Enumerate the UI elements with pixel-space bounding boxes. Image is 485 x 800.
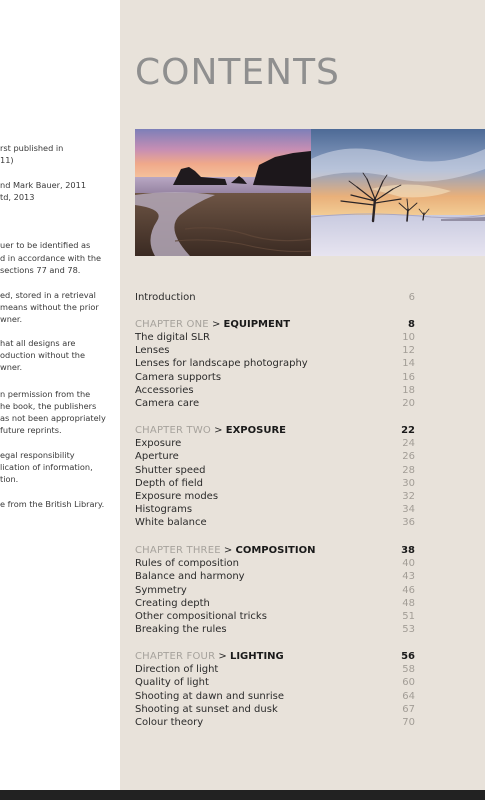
chapter-title: EQUIPMENT <box>223 319 291 330</box>
toc-entry[interactable] <box>135 690 415 703</box>
toc-entry[interactable] <box>135 584 415 597</box>
toc-page-number: 48 <box>402 598 415 609</box>
chapter-label: CHAPTER THREE <box>135 545 221 556</box>
toc-entry-label: Lenses <box>135 345 170 356</box>
toc-entry-label: Exposure modes <box>135 491 219 502</box>
toc-page-number: 18 <box>402 385 415 396</box>
toc-entry[interactable] <box>135 623 415 636</box>
toc-entry[interactable] <box>135 384 415 397</box>
toc-entry[interactable] <box>135 516 415 529</box>
chapter-title: COMPOSITION <box>235 545 316 556</box>
toc-entry[interactable] <box>135 610 415 623</box>
toc-entry-label: Colour theory <box>135 717 204 728</box>
bottom-bar <box>0 790 485 800</box>
toc-entry[interactable] <box>135 357 415 370</box>
toc-page-number: 34 <box>402 504 415 515</box>
toc-entry-label: White balance <box>135 517 207 528</box>
chapter-heading[interactable]: CHAPTER FOUR > LIGHTING 56 <box>135 651 415 662</box>
chapter-page-number: 38 <box>401 545 415 556</box>
toc-entry-label: Symmetry <box>135 585 187 596</box>
copyright-line: n permission from the <box>0 389 91 399</box>
toc-page-number: 46 <box>402 585 415 596</box>
toc-page-number: 43 <box>402 571 415 582</box>
toc-entry-label: Aperture <box>135 451 179 462</box>
toc-entry[interactable] <box>135 397 415 410</box>
chapter-label: CHAPTER ONE <box>135 319 209 330</box>
toc-entry-label: Shooting at dawn and sunrise <box>135 691 285 702</box>
chapter-label: CHAPTER FOUR <box>135 651 216 662</box>
toc-entry-label: Lenses for landscape photography <box>135 358 308 369</box>
toc-page-number: 53 <box>402 624 415 635</box>
toc-entry[interactable] <box>135 716 415 729</box>
toc-entry-label: Depth of field <box>135 478 204 489</box>
toc-entry-label: Creating depth <box>135 598 210 609</box>
toc-entry[interactable] <box>135 557 415 570</box>
chapter-page-number: 22 <box>401 425 415 436</box>
snowy-trees-photo <box>311 129 485 256</box>
toc-page-number: 14 <box>402 358 415 369</box>
toc-page-number: 24 <box>402 438 415 449</box>
toc-page-number: 30 <box>402 478 415 489</box>
toc-entry-label: Exposure <box>135 438 182 449</box>
toc-entry[interactable] <box>135 464 415 477</box>
toc-entry-label: Quality of light <box>135 677 209 688</box>
page-title: CONTENTS <box>135 52 340 93</box>
toc-entry-label: Breaking the rules <box>135 624 227 635</box>
toc-entry-label: The digital SLR <box>135 332 210 343</box>
copyright-line: sections 77 and 78. <box>0 265 81 275</box>
toc-entry-label: Rules of composition <box>135 558 239 569</box>
toc-page-number: 6 <box>408 292 415 303</box>
toc-page-number: 58 <box>402 664 415 675</box>
toc-page-number: 16 <box>402 372 415 383</box>
toc-page-number: 32 <box>402 491 415 502</box>
copyright-line: oduction without the <box>0 350 86 360</box>
toc-entry-label: Camera supports <box>135 372 222 383</box>
toc-entry[interactable] <box>135 344 415 357</box>
chapter-heading[interactable]: CHAPTER ONE > EQUIPMENT 8 <box>135 319 415 330</box>
toc-entry[interactable] <box>135 371 415 384</box>
toc-entry[interactable] <box>135 477 415 490</box>
toc-entry-label: Balance and harmony <box>135 571 245 582</box>
toc-page-number: 28 <box>402 465 415 476</box>
toc-entry-label: Other compositional tricks <box>135 611 267 622</box>
copyright-line: as not been appropriately <box>0 413 106 423</box>
toc-page-number: 20 <box>402 398 415 409</box>
toc-page-number: 67 <box>402 704 415 715</box>
toc-page-number: 12 <box>402 345 415 356</box>
chapter-page-number: 8 <box>408 319 415 330</box>
toc-entry[interactable] <box>135 437 415 450</box>
copyright-line: lication of information, <box>0 462 93 472</box>
toc-entry[interactable] <box>135 503 415 516</box>
copyright-line: he book, the publishers <box>0 401 97 411</box>
copyright-line: rst published in <box>0 143 64 153</box>
chapter-heading[interactable]: CHAPTER THREE > COMPOSITION 38 <box>135 545 415 556</box>
copyright-line: td, 2013 <box>0 192 35 202</box>
toc-page-number: 26 <box>402 451 415 462</box>
toc-entry[interactable] <box>135 331 415 344</box>
toc-entry[interactable] <box>135 597 415 610</box>
toc-entry-label: Shutter speed <box>135 465 206 476</box>
toc-page-number: 64 <box>402 691 415 702</box>
chapter-title: LIGHTING <box>229 651 284 662</box>
toc-entry-label: Accessories <box>135 385 194 396</box>
toc-entry-label: Direction of light <box>135 664 219 675</box>
coastal-sunset-photo <box>135 129 311 256</box>
copyright-line: tion. <box>0 474 19 484</box>
toc-page-number: 10 <box>402 332 415 343</box>
copyright-line: e from the British Library. <box>0 499 105 509</box>
chapter-title: EXPOSURE <box>225 425 286 436</box>
chapter-label: CHAPTER TWO <box>135 425 211 436</box>
chapter-heading[interactable]: CHAPTER TWO > EXPOSURE 22 <box>135 425 415 436</box>
toc-entry[interactable] <box>135 490 415 503</box>
copyright-line: nd Mark Bauer, 2011 <box>0 180 87 190</box>
copyright-page <box>0 0 120 790</box>
toc-page-number: 70 <box>402 717 415 728</box>
toc-entry-label: Histograms <box>135 504 193 515</box>
copyright-line: future reprints. <box>0 425 62 435</box>
toc-entry-label: Camera care <box>135 398 200 409</box>
toc-entry[interactable] <box>135 663 415 676</box>
toc-entry[interactable] <box>135 676 415 689</box>
toc-entry[interactable] <box>135 450 415 463</box>
copyright-line: wner. <box>0 314 23 324</box>
copyright-line: uer to be identified as <box>0 240 91 250</box>
toc-entry-label: Introduction <box>135 292 196 303</box>
toc-entry[interactable] <box>135 703 415 716</box>
chapter-page-number: 56 <box>401 651 415 662</box>
copyright-line: ed, stored in a retrieval <box>0 290 96 300</box>
toc-page-number: 36 <box>402 517 415 528</box>
toc-entry[interactable] <box>135 570 415 583</box>
copyright-line: 11) <box>0 155 14 165</box>
copyright-line: means without the prior <box>0 302 99 312</box>
toc-page-number: 51 <box>402 611 415 622</box>
copyright-line: d in accordance with the <box>0 253 102 263</box>
copyright-line: wner. <box>0 362 23 372</box>
toc-page-number: 60 <box>402 677 415 688</box>
toc-page-number: 40 <box>402 558 415 569</box>
copyright-line: egal responsibility <box>0 450 75 460</box>
copyright-line: hat all designs are <box>0 338 76 348</box>
toc-entry-label: Shooting at sunset and dusk <box>135 704 278 715</box>
toc-introduction[interactable] <box>135 291 415 304</box>
